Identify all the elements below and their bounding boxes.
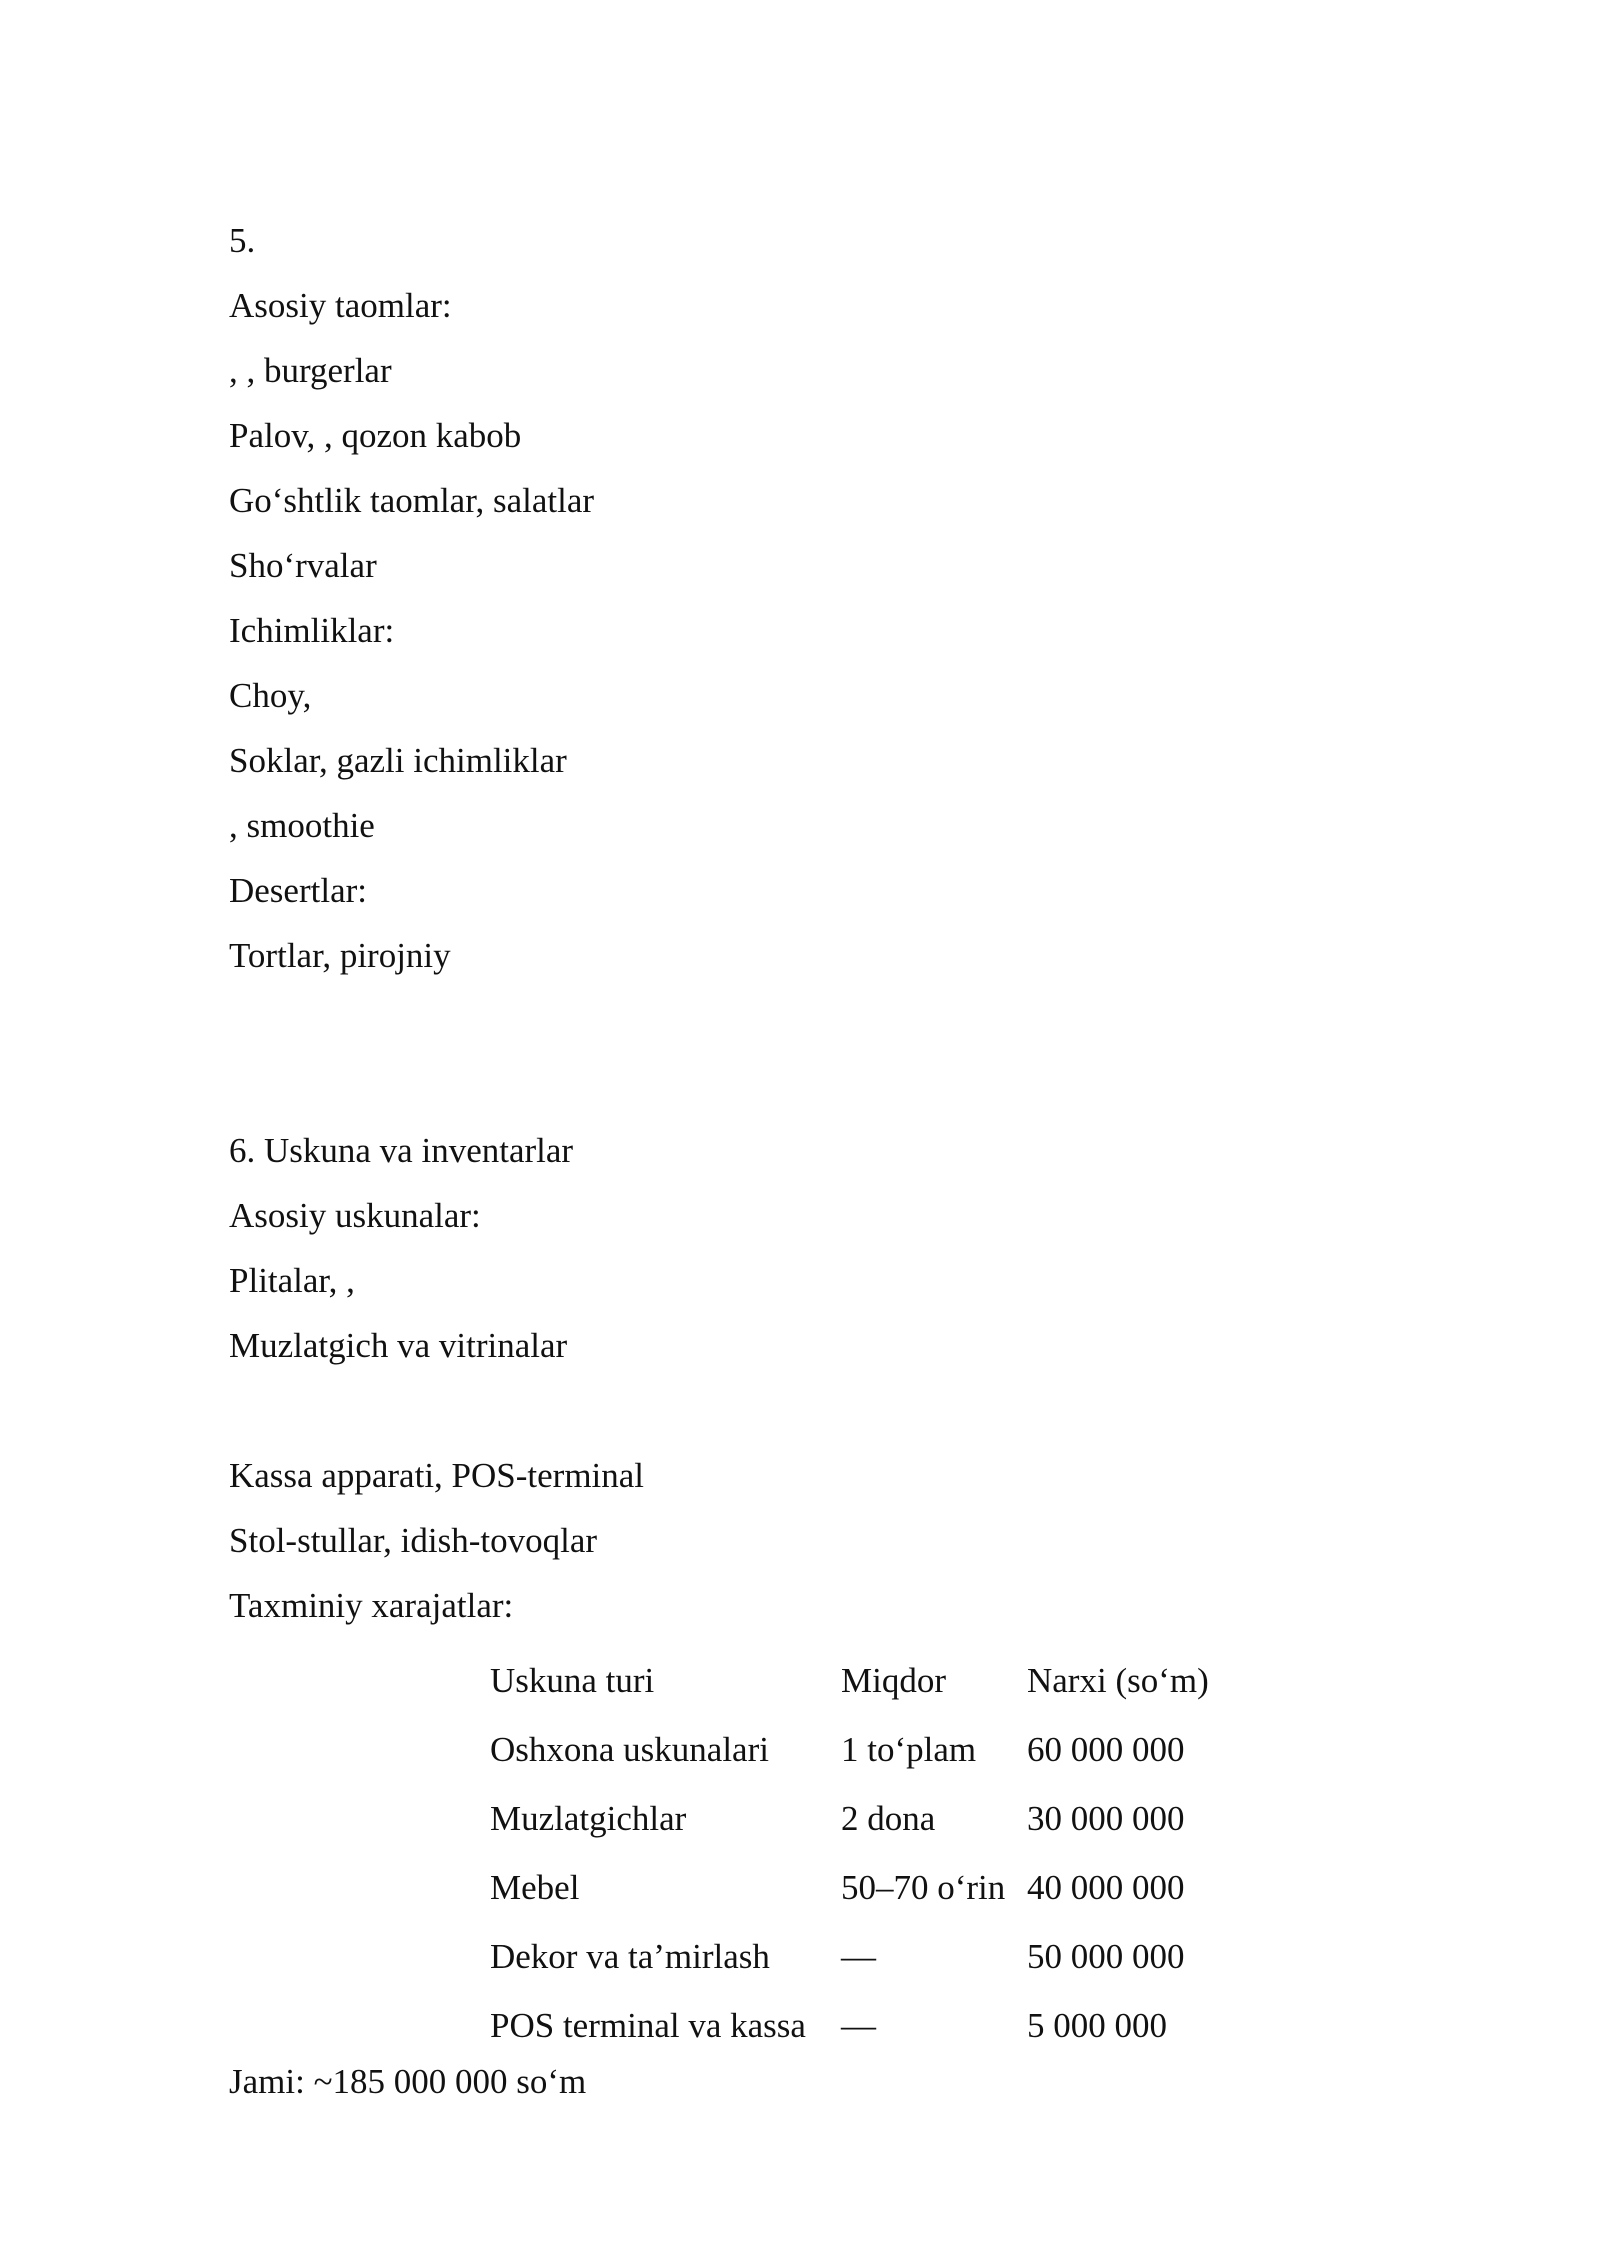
table-row (490, 1922, 1247, 1991)
table-cell: 40 000 000 (1027, 1867, 1185, 1907)
table-cell: Mebel (490, 1867, 580, 1907)
table-row (490, 1715, 1247, 1784)
drink-item: Choy, (229, 676, 312, 715)
drinks-label: Ichimliklar: (229, 611, 395, 650)
drink-item: Soklar, gazli ichimliklar (229, 741, 567, 780)
section-6-heading: 6. Uskuna va inventarlar (229, 1131, 574, 1170)
costs-label: Taxminiy xarajatlar: (229, 1586, 514, 1625)
table-cell: — (841, 1936, 876, 1976)
drink-item: , smoothie (229, 806, 375, 845)
main-dish-item: Go‘shtlik taomlar, salatlar (229, 481, 595, 520)
table-cell: Dekor va ta’mirlash (490, 1936, 770, 1976)
column-header: Narxi (so‘m) (1027, 1660, 1209, 1700)
table-cell: POS terminal va kassa (490, 2005, 806, 2045)
equipment-item: Kassa apparati, POS-terminal (229, 1456, 645, 1495)
table-cell: 30 000 000 (1027, 1798, 1185, 1838)
table-cell: Oshxona uskunalari (490, 1729, 769, 1769)
total-line: Jami: ~185 000 000 so‘m (229, 2062, 587, 2101)
equipment-item: Stol-stullar, idish-tovoqlar (229, 1521, 598, 1560)
main-dish-item: Palov, , qozon kabob (229, 416, 522, 455)
equipment-item: Plitalar, , (229, 1261, 355, 1300)
table-cell: 1 to‘plam (841, 1729, 977, 1769)
dessert-item: Tortlar, pirojniy (229, 936, 451, 975)
table-cell: 50–70 o‘rin (841, 1867, 1006, 1907)
table-cell: Muzlatgichlar (490, 1798, 687, 1838)
equipment-label: Asosiy uskunalar: (229, 1196, 481, 1235)
table-row (490, 1784, 1247, 1853)
table-cell: 60 000 000 (1027, 1729, 1185, 1769)
column-header: Uskuna turi (490, 1660, 655, 1700)
table-cell: 50 000 000 (1027, 1936, 1185, 1976)
main-dish-item: Sho‘rvalar (229, 546, 377, 585)
table-header-row (490, 1646, 1247, 1715)
cost-table (490, 1646, 1247, 2060)
table-row (490, 1853, 1247, 1922)
table-cell: 2 dona (841, 1798, 936, 1838)
main-dish-item: , , burgerlar (229, 351, 392, 390)
equipment-item: Muzlatgich va vitrinalar (229, 1326, 568, 1365)
desserts-label: Desertlar: (229, 871, 367, 910)
section-5-heading: 5. (229, 221, 256, 260)
table-row (490, 1991, 1247, 2060)
column-header: Miqdor (841, 1660, 946, 1700)
table-cell: — (841, 2005, 876, 2045)
main-dishes-label: Asosiy taomlar: (229, 286, 452, 325)
table-cell: 5 000 000 (1027, 2005, 1167, 2045)
